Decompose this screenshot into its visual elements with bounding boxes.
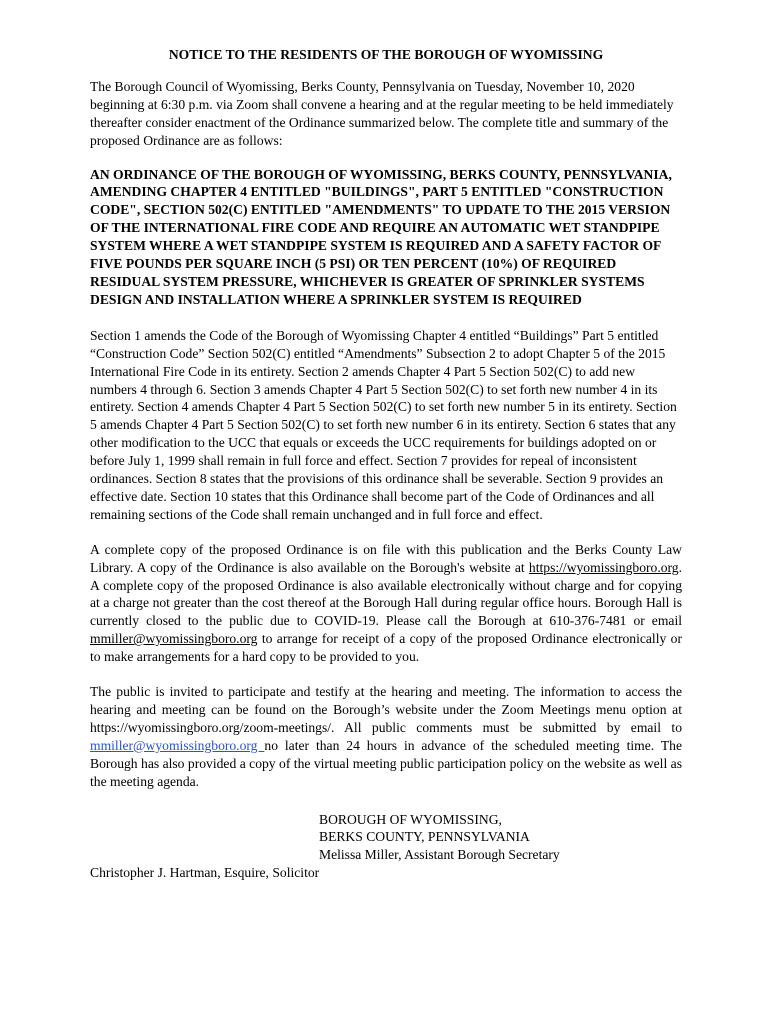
copy-availability-paragraph bbox=[90, 541, 682, 666]
contact-email-link[interactable]: mmiller@wyomissingboro.org bbox=[90, 631, 258, 647]
signature-line-borough: BOROUGH OF WYOMISSING, bbox=[319, 811, 502, 827]
copy-text-part2: . A complete copy of the proposed Ordinance is also available electronically without charge and for copying at a charge not greater than the cost thereof at the Borough Hall during regular office hours. Borough Hall is currently closed to the public due to COVID-19. Please call the Borough at 610-376-7481 or email bbox=[90, 559, 682, 629]
comments-email-link[interactable]: mmiller@wyomissingboro.org bbox=[90, 737, 265, 753]
public-text-part2: no later than 24 hours in advance of the scheduled meeting time. The Borough has also provided a copy of the virtual meeting public participation policy on the website as well as the meeting agenda. bbox=[90, 737, 682, 789]
ordinance-title: AN ORDINANCE OF THE BOROUGH OF WYOMISSING, BERKS COUNTY, PENNSYLVANIA, AMENDING CHAPTER 4 ENTITLED "BUILDINGS", PART 5 ENTITLED "CONSTRUCTION CODE", SECTION 502(C) ENTITLED "AMENDMENTS" TO UPDATE TO THE 2015 VERSION OF THE INTERNATIONAL FIRE CODE AND REQUIRE AN AUTOMATIC WET STANDPIPE SYSTEM WHERE A WET STANDPIPE SYSTEM IS REQUIRED AND A SAFETY FACTOR OF FIVE POUNDS PER SQUARE INCH (5 PSI) OR TEN PERCENT (10%) OF REQUIRED RESIDUAL SYSTEM PRESSURE, WHICHEVER IS GREATER OF SPRINKLER SYSTEMS DESIGN AND INSTALLATION WHERE A SPRINKLER SYSTEM IS REQUIRED bbox=[90, 166, 672, 307]
copy-text-part3: to arrange for receipt of a copy of the proposed Ordinance electronically or to make arrangements for a hard copy to be provided to you. bbox=[90, 631, 682, 665]
signature-block bbox=[319, 811, 682, 865]
notice-title: NOTICE TO THE RESIDENTS OF THE BOROUGH OF WYOMISSING bbox=[168, 47, 604, 62]
borough-website-link[interactable]: https://wyomissingboro.org bbox=[528, 559, 679, 575]
public-text-part1: The public is invited to participate and testify at the hearing and meeting. The information to access the hearing and meeting can be found on the Borough’s website under the Zoom Meetings menu option at https://wyomissingboro.org/zoom-meetings/. All public comments must be submitted by email to bbox=[90, 684, 682, 735]
solicitor-line: Christopher J. Hartman, Esquire, Solicitor bbox=[90, 865, 320, 881]
intro-paragraph: The Borough Council of Wyomissing, Berks County, Pennsylvania on Tuesday, November 10, 2020 beginning at 6:30 p.m. via Zoom shall convene a hearing and at the regular meeting to be held immediately thereafter consider enactment of the Ordinance summarized below. The complete title and summary of the proposed Ordinance are as follows: bbox=[90, 78, 674, 148]
public-participation-paragraph bbox=[90, 683, 682, 790]
signature-line-secretary: Melissa Miller, Assistant Borough Secretary bbox=[319, 847, 560, 863]
signature-line-county: BERKS COUNTY, PENNSYLVANIA bbox=[319, 829, 530, 845]
notice-document bbox=[90, 46, 682, 882]
copy-text-part1: A complete copy of the proposed Ordinance is on file with this publication and the Berks County Law Library. A copy of the Ordinance is also available on the Borough's website at bbox=[90, 541, 682, 575]
ordinance-summary: Section 1 amends the Code of the Borough of Wyomissing Chapter 4 entitled “Buildings” Part 5 entitled “Construction Code” Section 502(C) entitled “Amendments” Subsection 2 to adopt Chapter 5 of the 2015 International Fire Code in its entirety. Section 2 amends Chapter 4 Part 5 Section 502(C) to add new numbers 4 through 6. Section 3 amends Chapter 4 Part 5 Section 502(C) to set forth new number 4 in its entirety. Section 4 amends Chapter 4 Part 5 Section 502(C) to set forth new number 5 in its entirety. Section 5 amends Chapter 4 Part 5 Section 502(C) to set forth new number 6 in its entirety. Section 6 states that any other modification to the UCC that equals or exceeds the UCC requirements for buildings adopted on or before July 1, 1999 shall remain in full force and effect. Section 7 provides for repeal of inconsistent ordinances. Section 8 states that the provisions of this ordinance shall be severable. Section 9 provides an effective date. Section 10 states that this Ordinance shall become part of the Code of Ordinances and all remaining sections of the Code shall remain unchanged and in full force and effect. bbox=[90, 327, 677, 522]
